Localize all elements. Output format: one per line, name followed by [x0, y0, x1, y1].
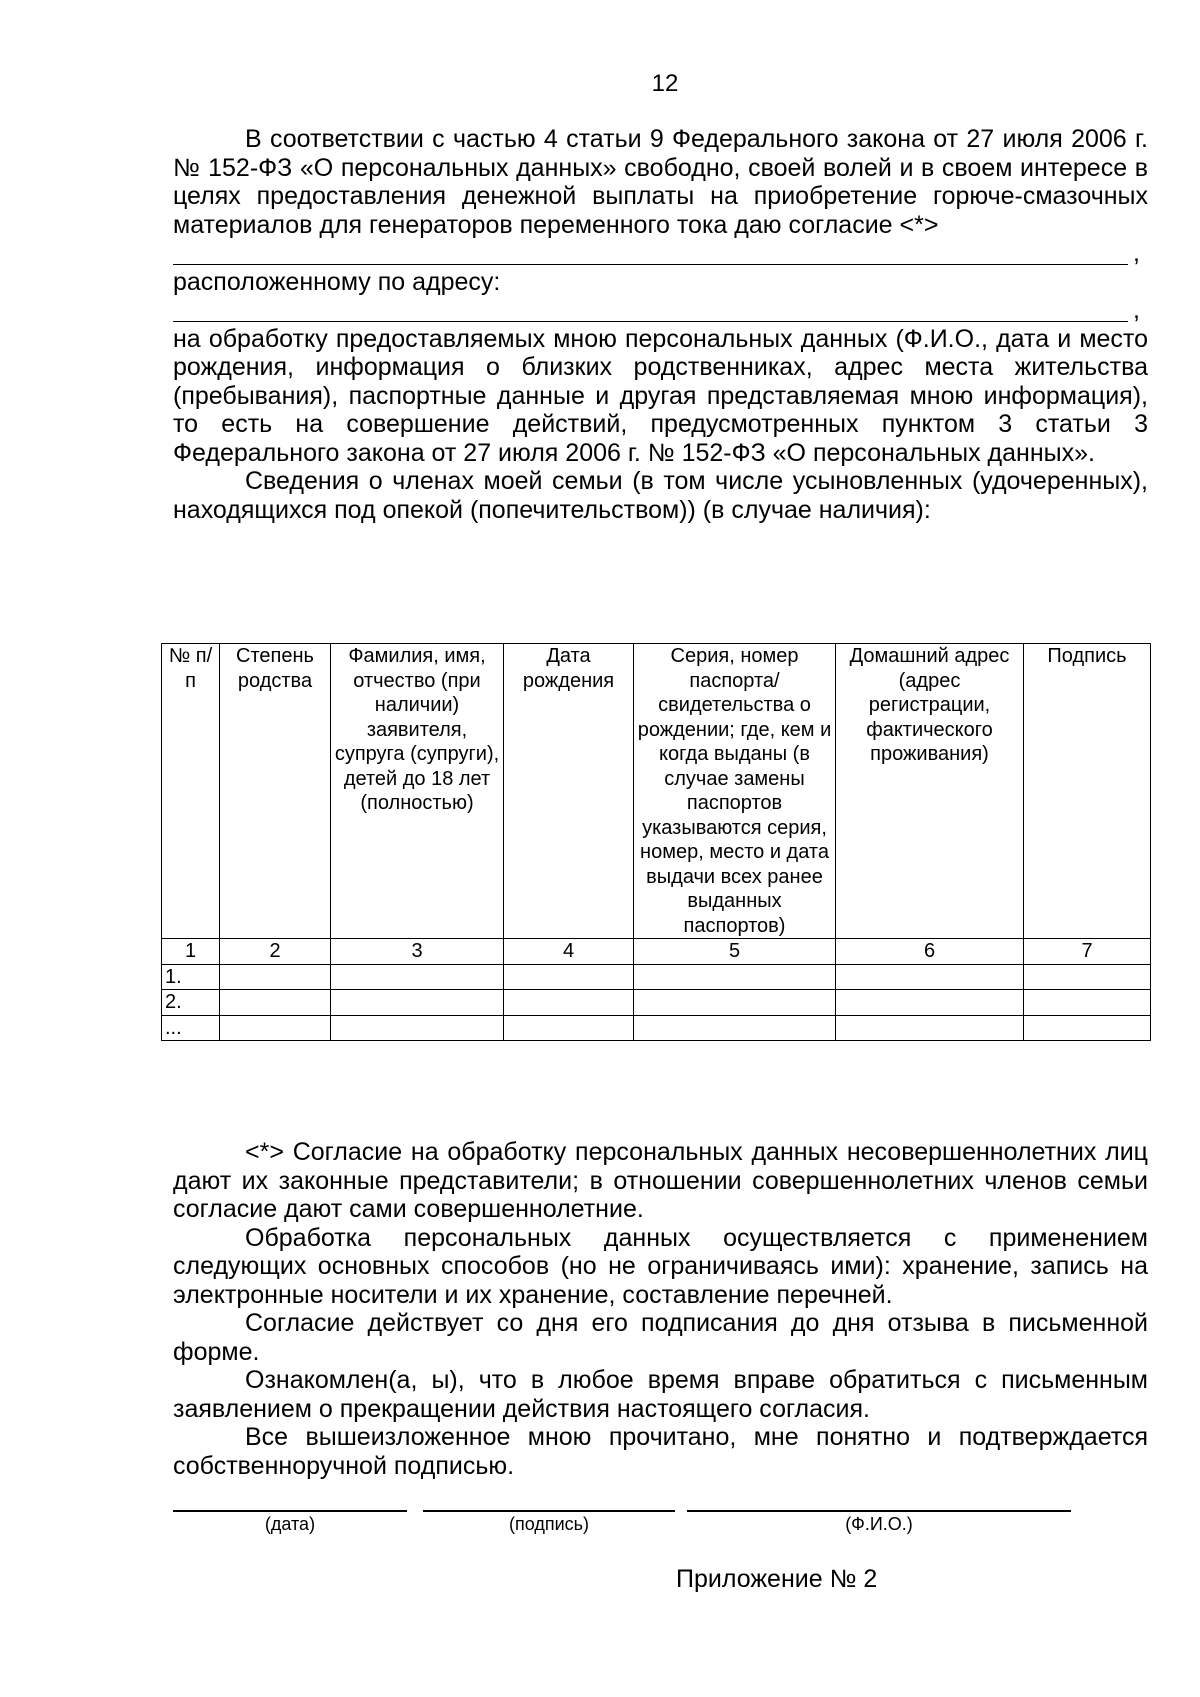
table-header-row — [162, 644, 1151, 939]
methods-paragraph: Обработка персональных данных осуществляется с применением следующих основных способов (но не ограничиваясь ими): хранение, запись на электронные носители и их хранение, составление перечней. — [173, 1223, 1148, 1309]
column-header: Домашний адрес (адрес регистрации, фактического проживания) — [836, 644, 1024, 939]
column-number: 7 — [1024, 939, 1151, 965]
column-header: Степень родства — [220, 644, 331, 939]
appendix-title: Приложение № 2 — [676, 1565, 878, 1593]
page-number: 12 — [651, 70, 679, 97]
column-header: Серия, номер паспорта/ свидетельства о рождении; где, кем и когда выданы (в случае замены паспортов указываются серия, номер, место и дата выдачи всех ранее выданных паспортов) — [634, 644, 836, 939]
column-number: 2 — [220, 939, 331, 965]
address-blank — [173, 296, 1140, 325]
processing-paragraph: на обработку предоставляемых мною персональных данных (Ф.И.О., дата и место рождения, информация о близких родственниках, адрес места жительства (пребывания), паспортные данные и другая представляемая мною информация), то есть на совершение действий, предусмотренных пунктом 3 статьи 3 Федерального закона от 27 июля 2006 г. № 152-ФЗ «О персональных данных». — [173, 324, 1148, 467]
confirmation-paragraph: Все вышеизложенное мною прочитано, мне понятно и подтверждается собственноручной подписью. — [173, 1423, 1148, 1480]
footnote-paragraph: <*> Согласие на обработку персональных данных несовершеннолетних лиц дают их законные представители; в отношении совершеннолетних членов семьи согласие дают сами совершеннолетние. — [173, 1138, 1148, 1223]
row-number: ... — [162, 1015, 220, 1041]
signature-block — [173, 1510, 1073, 1550]
acknowledged-paragraph: Ознакомлен(а, ы), что в любое время вправе обратиться с письменным заявлением о прекращении действия настоящего согласия. — [173, 1366, 1148, 1423]
table-row — [162, 1015, 1151, 1041]
column-number: 1 — [162, 939, 220, 965]
family-members-table — [161, 643, 1151, 1041]
column-header: Дата рождения — [504, 644, 634, 939]
consent-name-blank — [173, 239, 1140, 268]
consent-section — [173, 125, 1148, 524]
row-number: 2. — [162, 990, 220, 1016]
column-number-row — [162, 939, 1151, 965]
comma: , — [1133, 296, 1140, 324]
fio-caption: (Ф.И.О.) — [845, 1514, 913, 1534]
signature-caption: (подпись) — [508, 1514, 590, 1534]
column-header: Фамилия, имя, отчество (при наличии) заявителя, супруга (супруги), детей до 18 лет (полностью) — [331, 644, 504, 939]
column-header: № п/п — [162, 644, 220, 939]
table-row — [162, 990, 1151, 1016]
column-number: 3 — [331, 939, 504, 965]
column-number: 4 — [504, 939, 634, 965]
signature-field — [423, 1510, 675, 1535]
row-number: 1. — [162, 964, 220, 990]
fio-field — [687, 1510, 1071, 1535]
comma: , — [1133, 239, 1140, 267]
column-number: 5 — [634, 939, 836, 965]
table-row — [162, 964, 1151, 990]
address-label: расположенному по адресу: — [173, 267, 501, 296]
date-caption: (дата) — [264, 1514, 316, 1534]
column-number: 6 — [836, 939, 1024, 965]
validity-paragraph: Согласие действует со дня его подписания до дня отзыва в письменной форме. — [173, 1309, 1148, 1366]
family-intro: Сведения о членах моей семьи (в том числе усыновленных (удочеренных), находящихся под опекой (попечительством)) (в случае наличия): — [173, 467, 1148, 524]
notes-section — [173, 1138, 1148, 1480]
consent-intro: В соответствии с частью 4 статьи 9 Федерального закона от 27 июля 2006 г. № 152-ФЗ «О персональных данных» свободно, своей волей и в своем интересе в целях предоставления денежной выплаты на приобретение горюче-смазочных материалов для генераторов переменного тока даю согласие <*> — [173, 125, 1148, 239]
date-field — [173, 1510, 407, 1535]
column-header: Подпись — [1024, 644, 1151, 939]
